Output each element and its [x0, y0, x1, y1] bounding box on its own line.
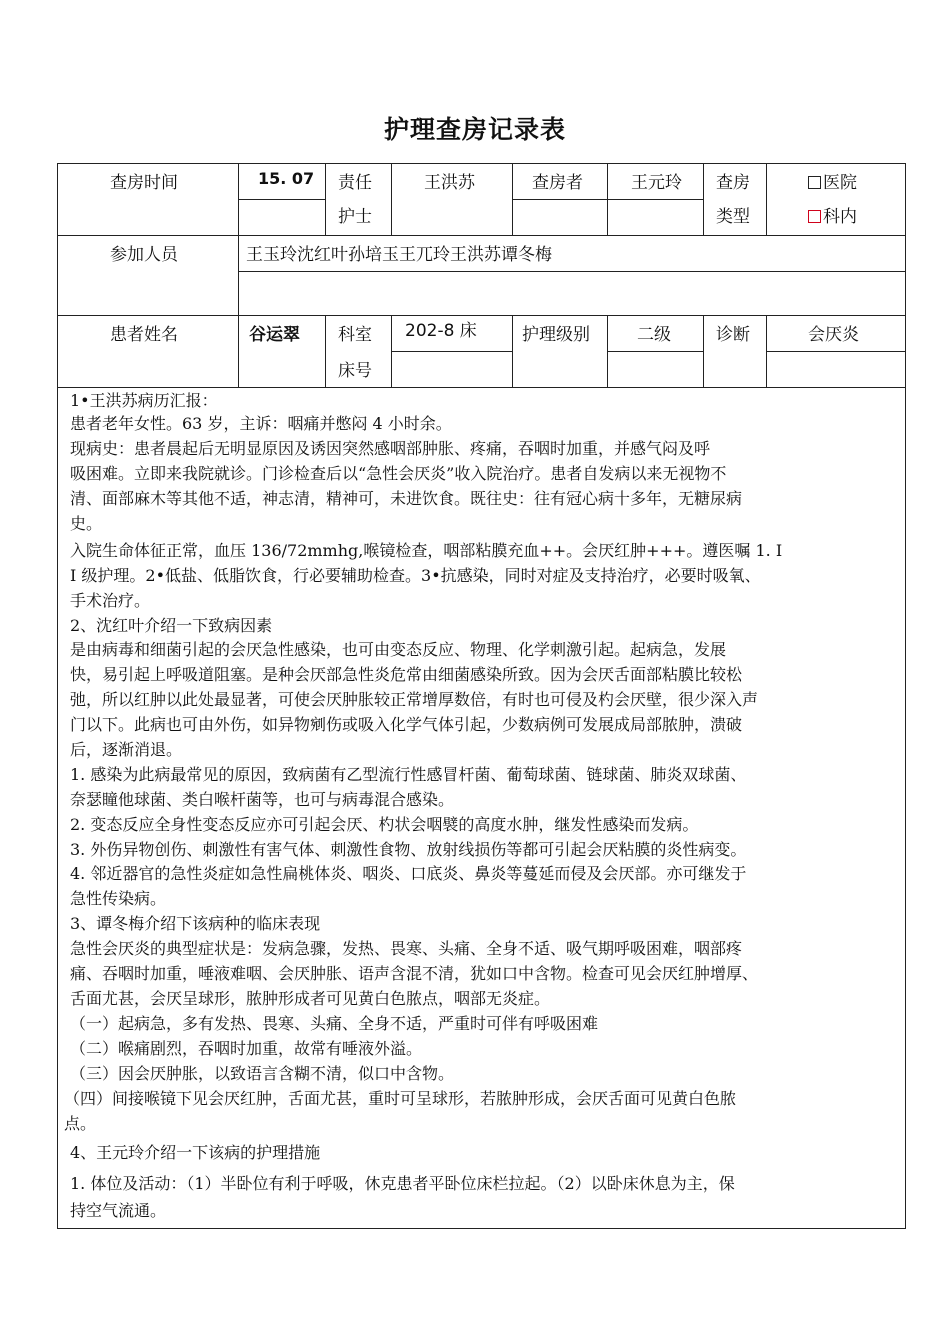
content-line: 手术治疗。 — [70, 591, 151, 610]
type-label-1: 查房 — [716, 173, 750, 193]
content-line: （四）间接喉镜下见会厌红肿，舌面尤甚，重时可呈球形，若脓肿形成，会厌舌面可见黄白色脓 — [64, 1089, 737, 1108]
level-label: 护理级别 — [522, 325, 590, 345]
content-line: 弛，所以红肿以此处最显著，可使会厌肿胀较正常增厚数倍，有时也可侵及杓会厌壁，很少深入声 — [70, 690, 759, 709]
content-line: 舌面尤甚，会厌呈球形，脓肿形成者可见黄白色脓点，咽部无炎症。 — [70, 989, 551, 1008]
page-title: 护理查房记录表 — [383, 115, 566, 144]
content-line: 现病史：患者晨起后无明显原因及诱因突然感咽部肿胀、疼痛，吞咽时加重，并感气闷及呼 — [70, 439, 711, 458]
content-line: （一）起病急，多有发热、畏寒、头痛、全身不适，严重时可伴有呼吸困难 — [70, 1014, 599, 1033]
content-line: 是由病毒和细菌引起的会厌急性感染，也可由变态反应、物理、化学刺激引起。起病急，发展 — [70, 640, 727, 659]
content-line: 3、谭冬梅介绍下该病种的临床表现 — [70, 914, 321, 933]
content-line: 痛、吞咽时加重，唾液难咽、会厌肿胀、语声含混不清，犹如口中含物。检查可见会厌红肿增厚、 — [70, 964, 759, 983]
time-label: 查房时间 — [110, 173, 178, 193]
diag-value: 会厌炎 — [808, 325, 859, 345]
content-line: 4. 邻近器官的急性炎症如急性扁桃体炎、咽炎、口底炎、鼻炎等蔓延而侵及会厌部。亦可继发于 — [70, 864, 747, 883]
checker-label: 查房者 — [532, 173, 583, 193]
content-line: 患者老年女性。63 岁，主诉：咽痛并憋闷 4 小时余。 — [70, 414, 452, 433]
content-line: 吸困难。立即来我院就诊。门诊检查后以“急性会厌炎”收入院治疗。患者自发病以来无视物不 — [70, 464, 727, 483]
checker-value: 王元玲 — [631, 173, 682, 193]
content-line: 门以下。此病也可由外伤，如异物剜伤或吸入化学气体引起，少数病例可发展成局部脓肿，溃破 — [70, 715, 743, 734]
level-value: 二级 — [637, 325, 671, 345]
content-line: 1. 感染为此病最常见的原因，致病菌有乙型流行性感冒杆菌、葡萄球菌、链球菌、肺炎双球菌、 — [70, 765, 747, 784]
content-line: 快，易引起上呼吸道阻塞。是种会厌部急性炎危常由细菌感染所致。因为会厌舌面部粘膜比较松 — [70, 665, 743, 684]
bed-value: 202-8 床 — [405, 321, 477, 341]
content-line: 2、沈红叶介绍一下致病因素 — [70, 616, 273, 635]
type-option-dept-label: 科内 — [823, 207, 857, 227]
content-line: 2. 变态反应全身性变态反应亦可引起会厌、杓状会咽襞的高度水肿，继发性感染而发病。 — [70, 815, 699, 834]
content-line: 3. 外伤异物创伤、刺激性有害气体、刺激性食物、放射线损伤等都可引起会厌粘膜的炎性病变。 — [70, 840, 747, 859]
content-line: 1•王洪苏病历汇报： — [70, 391, 218, 410]
content-line: 入院生命体征正常，血压 136/72mmhg,喉镜检查，咽部粘膜充血++。会厌红肿+++。遵医嘱 1. I — [70, 541, 783, 560]
content-line: 急性会厌炎的典型症状是：发病急骤，发热、畏寒、头痛、全身不适、吸气期呼吸困难，咽部疼 — [70, 939, 743, 958]
content-line: （三）因会厌肿胀，以致语言含糊不清，似口中含物。 — [70, 1064, 455, 1083]
participants-label: 参加人员 — [110, 245, 178, 265]
participants-value: 王玉玲沈红叶孙培玉王兀玲王洪苏谭冬梅 — [246, 245, 552, 265]
content-line: 持空气流通。 — [70, 1201, 167, 1220]
content-line: 史。 — [70, 514, 103, 533]
nurse-label-2: 护士 — [338, 207, 372, 227]
record-content — [64, 0, 900, 1344]
content-line: 点。 — [64, 1114, 97, 1133]
content-line: 奈瑟瞳他球菌、类白喉杆菌等，也可与病毒混合感染。 — [70, 790, 455, 809]
content-line: （二）喉痛剧烈，吞咽时加重，故常有唾液外溢。 — [70, 1039, 423, 1058]
patient-value: 谷运翠 — [249, 325, 300, 345]
nurse-label-1: 责任 — [338, 173, 372, 193]
dept-label-1: 科室 — [338, 325, 372, 345]
diag-label: 诊断 — [716, 325, 750, 345]
patient-label: 患者姓名 — [110, 325, 178, 345]
content-line: 1. 体位及活动：（1）半卧位有利于呼吸，休克患者平卧位床栏拉起。（2）以卧床休息为主，保 — [70, 1174, 735, 1193]
content-line: 4、王元玲介绍一下该病的护理措施 — [70, 1143, 321, 1162]
content-line: I 级护理。2•低盐、低脂饮食，行必要辅助检查。3•抗感染，同时对症及支持治疗，必要时吸氧、 — [70, 566, 761, 585]
content-line: 清、面部麻木等其他不适，神志清，精神可，未进饮食。既往史：往有冠心病十多年，无糖尿病 — [70, 489, 743, 508]
content-line: 后，逐渐消退。 — [70, 740, 183, 759]
dept-label-2: 床号 — [338, 361, 372, 381]
content-line: 急性传染病。 — [70, 889, 167, 908]
time-value: 15. 07 — [258, 169, 315, 188]
type-label-2: 类型 — [716, 207, 750, 227]
type-option-hospital-label: 医院 — [823, 173, 857, 193]
nurse-value: 王洪苏 — [424, 173, 475, 193]
